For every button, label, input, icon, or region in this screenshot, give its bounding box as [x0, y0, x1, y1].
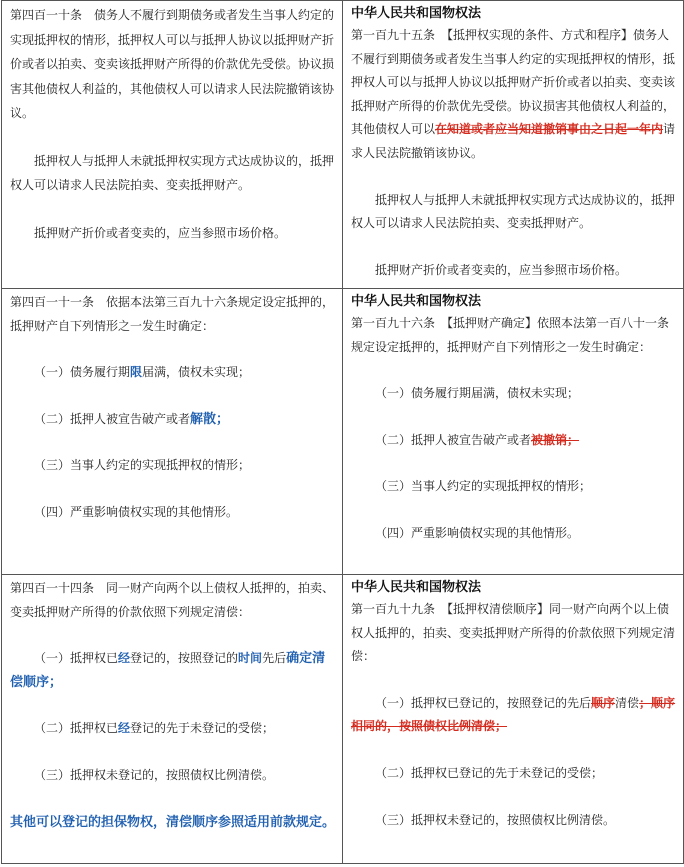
- property-law-heading: 中华人民共和国物权法: [351, 580, 482, 595]
- item-text: 登记的先于未登记的受偿；: [130, 721, 275, 736]
- article-199-paragraph-1: 第一百九十九条 【抵押权清偿顺序】同一财产向两个以上债权人抵押的，拍卖、变卖抵押财产所得的价款依照下列规定清偿：: [351, 602, 676, 664]
- added-text: 经: [118, 721, 131, 736]
- property-law-heading: 中华人民共和国物权法: [351, 294, 482, 309]
- article-196-item-3: （三）当事人约定的实现抵押权的情形；: [375, 479, 592, 494]
- table-row: [2, 1, 684, 289]
- article-199-item-3: （三）抵押权未登记的，按照债权比例清偿。: [375, 812, 616, 827]
- item-text: 清偿: [615, 695, 640, 710]
- added-text: 解散；: [190, 411, 230, 427]
- article-411-item-4: （四）严重影响债权实现的其他情形。: [34, 504, 239, 519]
- table-row: [2, 289, 684, 575]
- article-195-paragraph-3: 抵押财产折价或者变卖的，应当参照市场价格。: [375, 262, 628, 277]
- item-text: （一）债务履行期: [34, 365, 131, 380]
- deleted-text: 顺序: [591, 695, 616, 710]
- item-text: （二）抵押人被宣告破产或者: [375, 432, 532, 447]
- article-414-item-3: （三）抵押权未登记的，按照债权比例清偿。: [34, 767, 275, 782]
- article-199-item-1: [351, 692, 676, 739]
- article-410-paragraph-1: 第四百一十条 债务人不履行到期债务或者发生当事人约定的实现抵押权的情形，抵押权人可以与抵押人协议以抵押财产折价或者以拍卖、变卖该抵押财产所得的价款优先受偿。协议损害其他债权人利益的，其他债权人可以请求人民法院撤销该协议。: [10, 8, 335, 120]
- property-law-article-196-cell: [343, 289, 684, 575]
- article-414-item-1: [10, 647, 335, 694]
- article-414-paragraph-1: 第四百一十四条 同一财产向两个以上债权人抵押的，拍卖、变卖抵押财产所得的价款依照下列规定清偿：: [10, 581, 335, 619]
- article-195-paragraph-2: 抵押权人与抵押人未就抵押权实现方式达成协议的，抵押权人可以请求人民法院拍卖、变卖抵押财产。: [351, 192, 676, 231]
- item-text: 届满，债权未实现；: [142, 365, 251, 380]
- article-195-paragraph-1: [351, 24, 676, 166]
- civil-code-article-414-cell: [2, 575, 343, 864]
- article-411-paragraph-1: 第四百一十一条 依据本法第三百九十六条规定设定抵押的，抵押财产自下列情形之一发生时确定：: [10, 295, 335, 333]
- article-199-item-2: （二）抵押权已登记的先于未登记的受偿；: [375, 765, 604, 780]
- article-195-text-end: 请求人民法院撤销该协议。: [351, 122, 676, 160]
- added-text: 经: [118, 651, 131, 666]
- item-text: 先后: [262, 651, 287, 666]
- added-text: 确定清偿顺序；: [10, 651, 326, 690]
- deleted-text: 被撤销；: [531, 432, 580, 447]
- item-text: 登记的，按照登记的: [130, 651, 239, 666]
- article-414-item-2: [10, 717, 335, 741]
- item-text: （二）抵押权已: [34, 721, 119, 736]
- article-411-item-3: （三）当事人约定的实现抵押权的情形；: [34, 458, 251, 473]
- article-411-item-1: [10, 361, 335, 385]
- deleted-text: ；顺序相同的，按照债权比例清偿；: [351, 695, 676, 734]
- table-row: [2, 575, 684, 864]
- article-410-paragraph-3: 抵押财产折价或者变卖的，应当参照市场价格。: [34, 225, 287, 240]
- civil-code-article-410-cell: [2, 1, 343, 289]
- article-196-item-1: （一）债务履行期届满，债权未实现；: [375, 386, 580, 401]
- added-text: 限: [130, 365, 143, 380]
- property-law-heading: 中华人民共和国物权法: [351, 6, 482, 21]
- deleted-text: 在知道或者应当知道撤销事由之日起一年内: [435, 122, 664, 137]
- property-law-article-195-cell: [343, 1, 684, 289]
- law-comparison-table: [1, 0, 684, 864]
- article-196-item-4: （四）严重影响债权实现的其他情形。: [375, 525, 580, 540]
- article-196-paragraph-1: 第一百九十六条 【抵押财产确定】依照本法第一百八十一条规定设定抵押的，抵押财产自下列情形之一发生时确定：: [351, 316, 670, 354]
- item-text: （二）抵押人被宣告破产或者: [34, 411, 191, 426]
- article-414-added-paragraph: 其他可以登记的担保物权，清偿顺序参照适用前款规定。: [10, 814, 336, 830]
- property-law-article-199-cell: [343, 575, 684, 864]
- article-411-item-2: [10, 408, 335, 432]
- article-410-paragraph-2: 抵押权人与抵押人未就抵押权实现方式达成协议的，抵押权人可以请求人民法院拍卖、变卖抵押财产。: [10, 153, 335, 192]
- civil-code-article-411-cell: [2, 289, 343, 575]
- article-196-item-2: [351, 429, 676, 453]
- item-text: （一）抵押权已: [34, 651, 119, 666]
- added-text: 时间: [238, 651, 263, 666]
- item-text: （一）抵押权已登记的，按照登记的先后: [375, 695, 592, 710]
- article-195-text: 第一百九十五条 【抵押权实现的条件、方式和程序】债务人不履行到期债务或者发生当事人约定的实现抵押权的情形，抵押权人可以与抵押人协议以抵押财产折价或者以拍卖、变卖该抵押财产所得的价款优先受偿。协议损害其他债权人利益的，其他债权人可以: [351, 28, 676, 137]
